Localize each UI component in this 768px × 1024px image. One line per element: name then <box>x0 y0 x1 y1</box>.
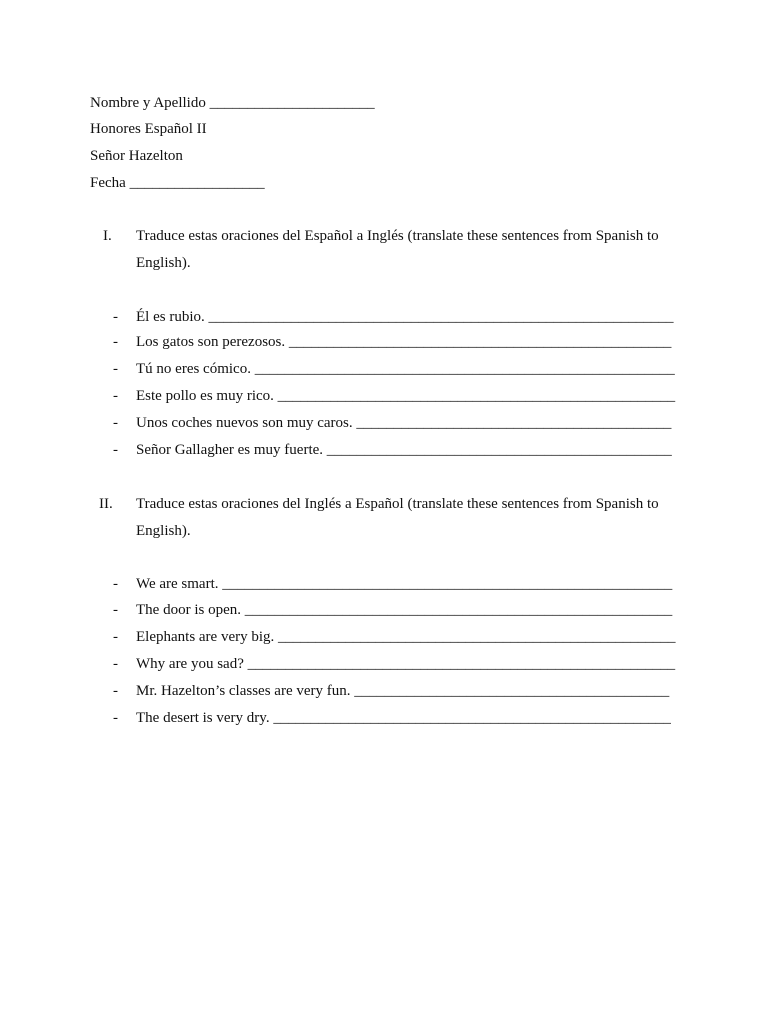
list-item <box>0 410 768 437</box>
sentence-prompt: We are smart. ____________________________________________________________ <box>136 576 673 592</box>
list-bullet: - <box>113 656 118 672</box>
list-item <box>0 329 768 356</box>
list-bullet: - <box>113 309 118 325</box>
list-item <box>0 304 768 331</box>
list-bullet: - <box>113 334 118 350</box>
sentence-prompt: The desert is very dry. _____________________________________________________ <box>136 710 671 726</box>
list-bullet: - <box>113 683 118 699</box>
list-item <box>0 651 768 678</box>
teacher-name: Señor Hazelton <box>90 148 183 164</box>
course-title: Honores Español II <box>90 121 207 137</box>
list-item <box>0 571 768 598</box>
date-line: Fecha __________________ <box>90 175 265 191</box>
section-instruction: Traduce estas oraciones del Inglés a Español (translate these sentences from Spanish to English). <box>136 496 659 539</box>
sentence-prompt: Unos coches nuevos son muy caros. __________________________________________ <box>136 415 672 431</box>
sentence-prompt: The door is open. _________________________________________________________ <box>136 602 673 618</box>
list-item <box>0 597 768 624</box>
sentence-prompt: Señor Gallagher es muy fuerte. ______________________________________________ <box>136 442 672 458</box>
sentence-prompt: Los gatos son perezosos. ___________________________________________________ <box>136 334 672 350</box>
list-item <box>0 383 768 410</box>
sentence-prompt: Tú no eres cómico. ________________________________________________________ <box>136 361 675 377</box>
section-numeral: II. <box>99 496 113 512</box>
list-bullet: - <box>113 629 118 645</box>
list-item <box>0 678 768 705</box>
list-item <box>0 624 768 651</box>
section-instruction: Traduce estas oraciones del Español a Inglés (translate these sentences from Spanish to English). <box>136 228 659 271</box>
sentence-prompt: Mr. Hazelton’s classes are very fun. __________________________________________ <box>136 683 670 699</box>
sentence-prompt: Este pollo es muy rico. _____________________________________________________ <box>136 388 676 404</box>
sentence-prompt: Él es rubio. ______________________________________________________________ <box>136 309 674 325</box>
list-item <box>0 437 768 464</box>
list-bullet: - <box>113 361 118 377</box>
list-bullet: - <box>113 602 118 618</box>
list-bullet: - <box>113 442 118 458</box>
name-line: Nombre y Apellido ______________________ <box>90 95 375 111</box>
sentence-prompt: Elephants are very big. _____________________________________________________ <box>136 629 676 645</box>
sentence-prompt: Why are you sad? _________________________________________________________ <box>136 656 676 672</box>
section-numeral: I. <box>103 228 112 244</box>
list-bullet: - <box>113 576 118 592</box>
list-bullet: - <box>113 388 118 404</box>
list-item <box>0 705 768 732</box>
list-bullet: - <box>113 710 118 726</box>
list-bullet: - <box>113 415 118 431</box>
list-item <box>0 356 768 383</box>
